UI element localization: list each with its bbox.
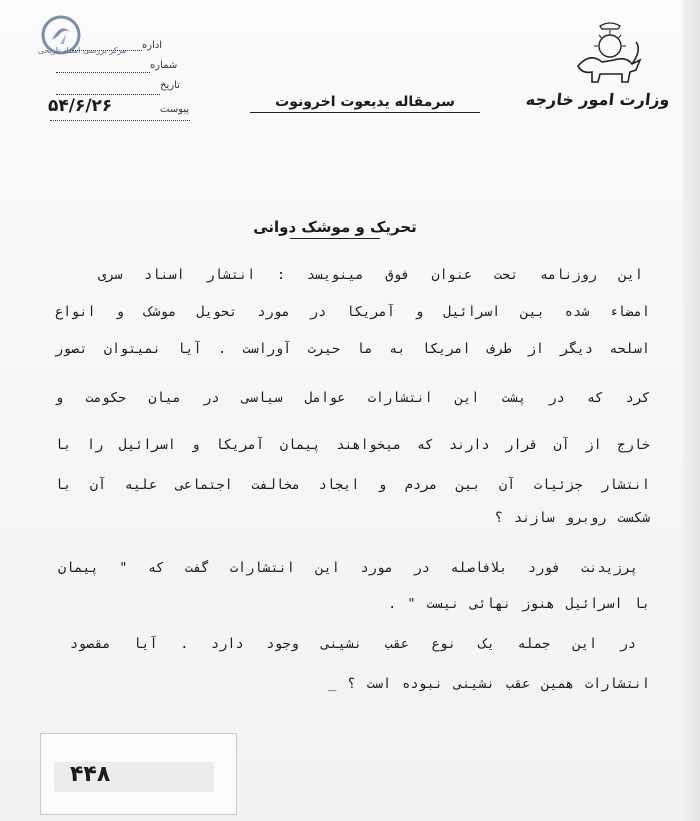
- lion-and-sun-emblem-icon: [570, 20, 650, 90]
- archive-number: ۴۴۸: [70, 762, 111, 787]
- body-line: پرزیدنت فورد بلافاصله در مورد این انتشارات گفت که " پیمان: [58, 560, 638, 576]
- field-date-line: [56, 94, 160, 95]
- field-office-label: اداره: [142, 40, 163, 51]
- body-line: انتشارات همین عقب نشینی نبوده است ؟ _: [328, 676, 650, 692]
- document-headline: سرمقاله یدیعوت اخرونوت: [250, 94, 480, 113]
- body-line: با اسرائیل هنوز نهائی نیست " .: [388, 596, 650, 612]
- field-date-value: ۵۴/۶/۲۶: [48, 96, 113, 116]
- field-attachment-label: پیوست: [160, 104, 190, 115]
- article-title-underline: [290, 238, 380, 239]
- body-line: انتشار جزئیات آن بین مردم و ایجاد مخالفت اجتماعی علیه آن با: [55, 477, 650, 493]
- body-line: کرد که در پشت این انتشارات عوامل سیاسی در میان حکومت و: [55, 390, 650, 406]
- field-attachment-line: [50, 120, 190, 121]
- body-line: امضاء شده بین اسرائیل و آمریکا در مورد تحویل موشک و انواع: [55, 304, 650, 320]
- field-date-label: تاریخ: [160, 80, 180, 91]
- field-number-label: شماره: [150, 60, 178, 71]
- body-line: اسلحه دیگر از طرف امریکا به ما حیرت آوراست . آیا نمیتوان تصور: [55, 341, 650, 357]
- body-line: این روزنامه تحت عنوان فوق مینویسد : انتشار اسناد سری: [98, 267, 643, 283]
- field-office-line: [72, 50, 142, 51]
- ministry-name: وزارت امور خارجه: [525, 90, 671, 109]
- body-line: شکست روبرو سازند ؟: [494, 510, 650, 526]
- article-title: تحریک و موشک دوانی: [253, 218, 417, 236]
- page-edge: [683, 0, 700, 821]
- body-line: در این جمله یک نوع عقب نشینی وجود دارد . آیا مقصود: [70, 636, 636, 652]
- field-number-line: [56, 72, 150, 73]
- body-line: خارج از آن قرار دارند که میخواهند پیمان آمریکا و اسرائیل را با: [55, 437, 650, 453]
- archive-logo-caption: مرکز بررسی اسناد تاریخی: [37, 46, 127, 55]
